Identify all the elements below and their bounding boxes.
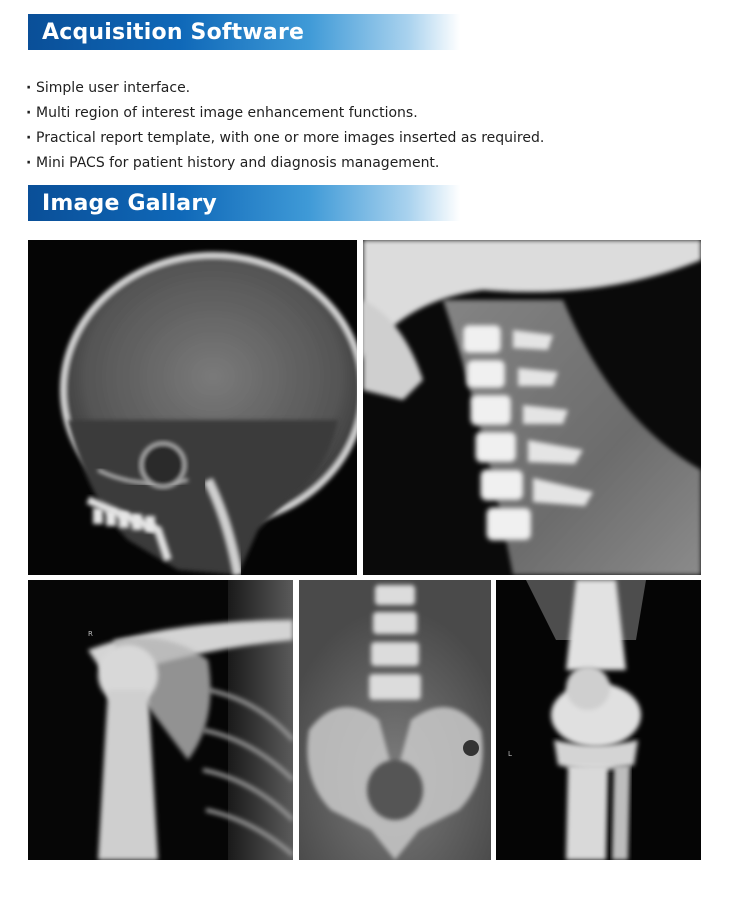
feature-text: Practical report template, with one or more images inserted as required.	[36, 130, 545, 146]
feature-text: Multi region of interest image enhancement functions.	[36, 105, 418, 121]
cervical-spine-xray-image	[363, 240, 701, 575]
image-gallery-title: Image Gallary	[42, 190, 217, 216]
shoulder-side-marker: R	[88, 630, 93, 638]
feature-text: Simple user interface.	[36, 80, 191, 96]
feature-item	[26, 126, 544, 151]
image-gallery-heading	[28, 185, 460, 221]
bullet-marker: ·	[26, 155, 32, 171]
shoulder-xray-image	[28, 580, 293, 860]
skull-xray-image	[28, 240, 357, 575]
bullet-marker: ·	[26, 80, 32, 96]
knee-side-marker: L	[508, 750, 512, 758]
lumbar-pelvis-xray-image	[299, 580, 491, 860]
acquisition-software-title: Acquisition Software	[42, 19, 305, 45]
acquisition-software-heading	[28, 14, 460, 50]
feature-item	[26, 151, 544, 176]
feature-item	[26, 76, 544, 101]
feature-item	[26, 101, 544, 126]
bullet-marker: ·	[26, 130, 32, 146]
feature-list	[26, 76, 544, 176]
feature-text: Mini PACS for patient history and diagnosis management.	[36, 155, 440, 171]
knee-xray-image	[496, 580, 701, 860]
bullet-marker: ·	[26, 105, 32, 121]
